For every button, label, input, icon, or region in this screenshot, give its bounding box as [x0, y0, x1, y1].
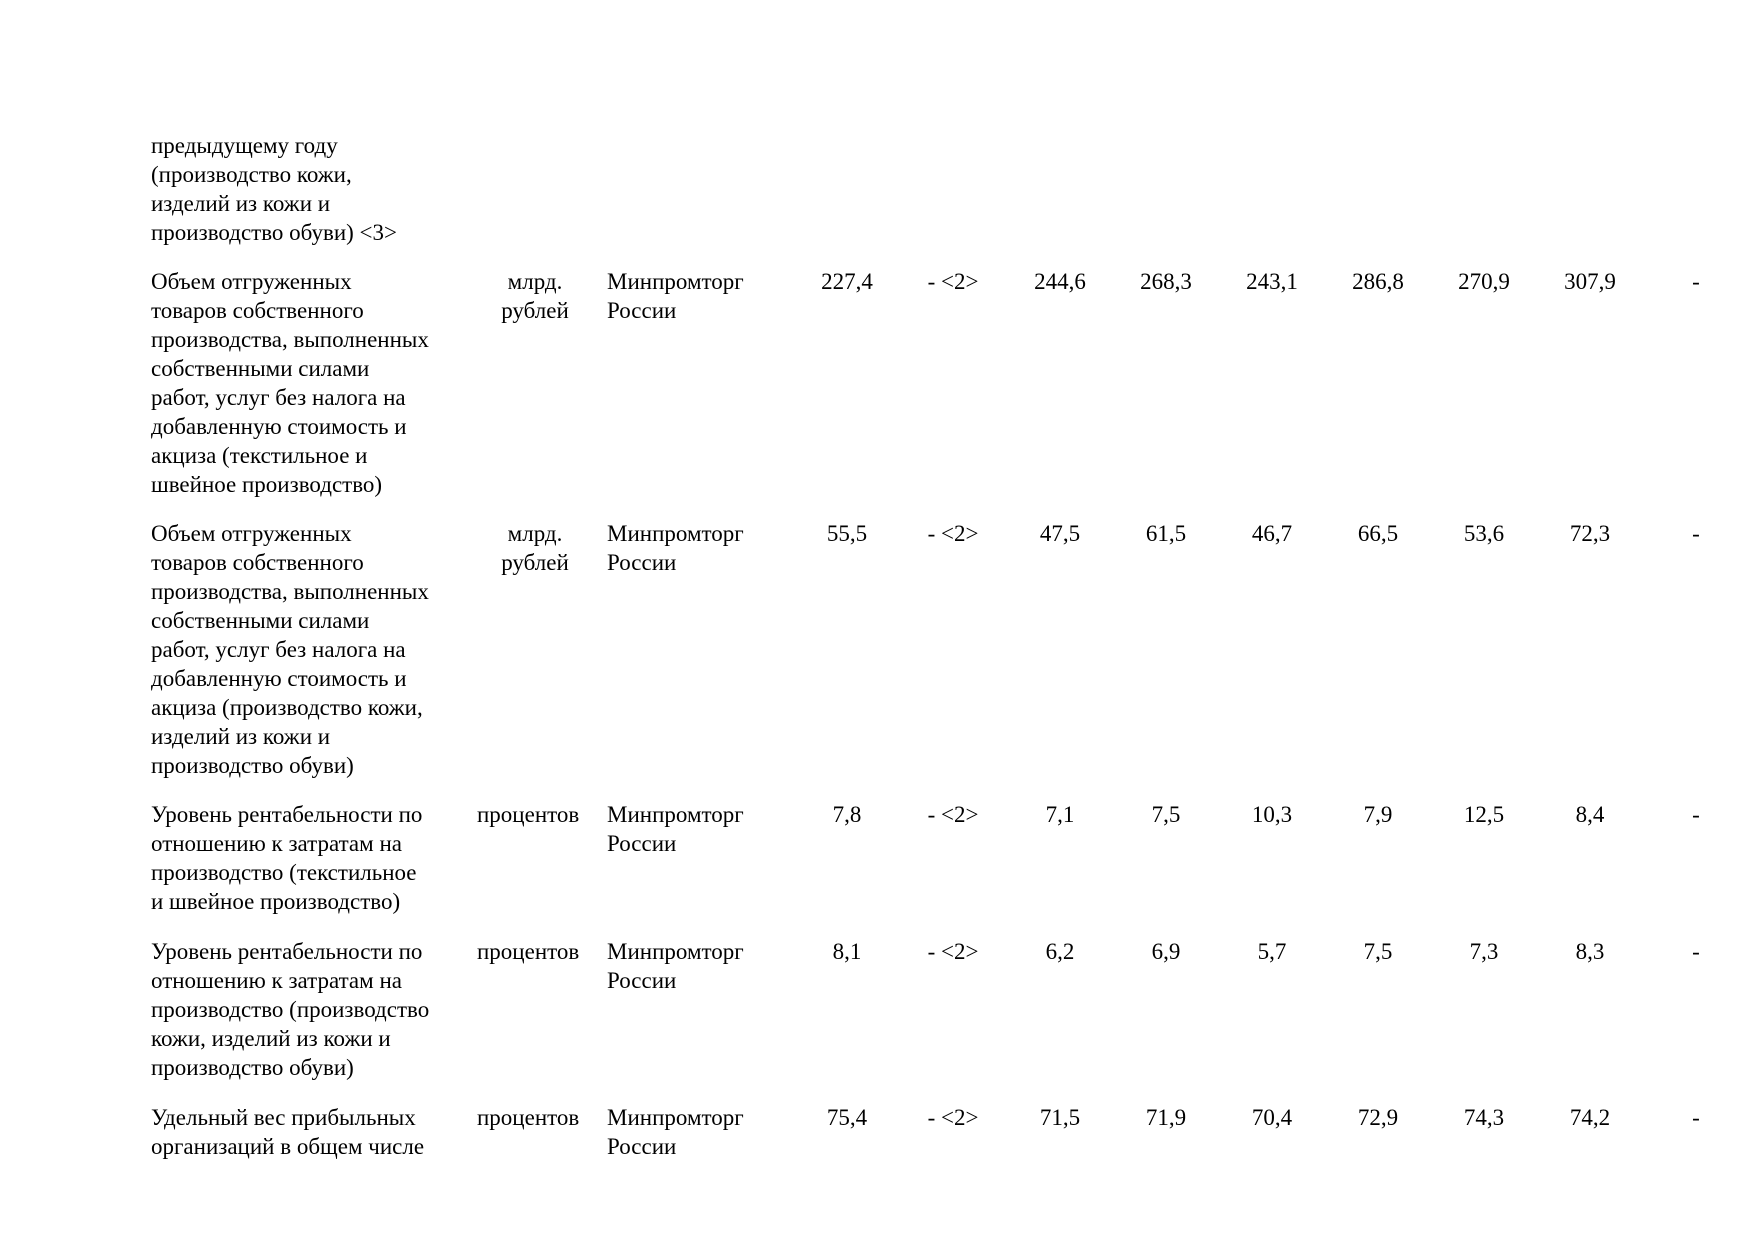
- responsible-cell: [607, 519, 777, 577]
- responsible-cell: [607, 800, 777, 858]
- indicator-line: собственными силами: [151, 608, 370, 633]
- value-cell: 7,5: [1151, 802, 1181, 827]
- responsible-line: Минпромторг: [607, 269, 744, 294]
- indicator-line: швейное производство): [151, 472, 383, 497]
- responsible-cell: [607, 267, 777, 325]
- indicator-line: организаций в общем числе: [151, 1134, 425, 1159]
- unit-cell: [477, 937, 607, 966]
- indicator-line: кожи, изделий из кожи и: [151, 1026, 391, 1051]
- value-cell: 8,3: [1575, 939, 1605, 964]
- indicator-line: изделий из кожи и: [151, 724, 331, 749]
- value-cell: 61,5: [1145, 521, 1187, 546]
- unit-line: процентов: [477, 939, 580, 964]
- responsible-line: Минпромторг: [607, 939, 744, 964]
- unit-cell: [470, 519, 600, 577]
- value-cell: -: [1692, 939, 1700, 964]
- value-cell: 53,6: [1463, 521, 1505, 546]
- indicator-line: изделий из кожи и: [151, 191, 331, 216]
- indicator-text: [151, 800, 471, 916]
- indicator-line: и швейное производство): [151, 889, 401, 914]
- indicator-line: Удельный вес прибыльных: [151, 1105, 416, 1130]
- value-cell: 7,9: [1363, 802, 1393, 827]
- indicator-line: добавленную стоимость и: [151, 666, 407, 691]
- indicator-text: [151, 131, 471, 247]
- responsible-line: России: [607, 831, 677, 856]
- responsible-line: Минпромторг: [607, 521, 744, 546]
- indicator-line: производство (текстильное: [151, 860, 417, 885]
- value-cell: - <2>: [927, 269, 979, 294]
- indicator-line: добавленную стоимость и: [151, 414, 407, 439]
- indicator-line: работ, услуг без налога на: [151, 637, 406, 662]
- value-cell: 72,9: [1357, 1105, 1399, 1130]
- responsible-line: России: [607, 550, 677, 575]
- responsible-line: Минпромторг: [607, 802, 744, 827]
- unit-cell: [477, 800, 607, 829]
- unit-line: процентов: [477, 1105, 580, 1130]
- unit-line: процентов: [477, 802, 580, 827]
- indicator-text: [151, 937, 471, 1082]
- value-cell: 8,1: [832, 939, 862, 964]
- value-cell: 75,4: [826, 1105, 868, 1130]
- value-cell: 243,1: [1246, 269, 1298, 294]
- responsible-line: России: [607, 298, 677, 323]
- value-cell: 71,5: [1039, 1105, 1081, 1130]
- indicator-line: производство обуви): [151, 1055, 354, 1080]
- indicator-line: (производство кожи,: [151, 162, 352, 187]
- indicator-line: товаров собственного: [151, 298, 364, 323]
- value-cell: 7,3: [1469, 939, 1499, 964]
- indicator-text: [151, 1103, 471, 1161]
- indicator-line: собственными силами: [151, 356, 370, 381]
- value-cell: 72,3: [1569, 521, 1611, 546]
- value-cell: 270,9: [1458, 269, 1510, 294]
- indicator-line: производство обуви) <3>: [151, 220, 398, 245]
- unit-line: млрд.: [507, 269, 563, 294]
- value-cell: 227,4: [821, 269, 873, 294]
- unit-cell: [470, 267, 600, 325]
- indicator-line: отношению к затратам на: [151, 968, 402, 993]
- unit-line: рублей: [501, 550, 569, 575]
- indicator-line: Объем отгруженных: [151, 269, 352, 294]
- value-cell: -: [1692, 802, 1700, 827]
- value-cell: 66,5: [1357, 521, 1399, 546]
- value-cell: -: [1692, 1105, 1700, 1130]
- value-cell: 74,2: [1569, 1105, 1611, 1130]
- responsible-cell: [607, 937, 777, 995]
- indicator-text: [151, 267, 471, 499]
- unit-line: млрд.: [507, 521, 563, 546]
- value-cell: 74,3: [1463, 1105, 1505, 1130]
- value-cell: 8,4: [1575, 802, 1605, 827]
- value-cell: 307,9: [1564, 269, 1616, 294]
- value-cell: 10,3: [1251, 802, 1293, 827]
- value-cell: 268,3: [1140, 269, 1192, 294]
- value-cell: 70,4: [1251, 1105, 1293, 1130]
- value-cell: -: [1692, 521, 1700, 546]
- indicator-line: производства, выполненных: [151, 579, 429, 604]
- unit-cell: [477, 1103, 607, 1132]
- indicator-line: товаров собственного: [151, 550, 364, 575]
- indicator-line: производства, выполненных: [151, 327, 429, 352]
- value-cell: 47,5: [1039, 521, 1081, 546]
- responsible-line: России: [607, 1134, 677, 1159]
- value-cell: - <2>: [927, 521, 979, 546]
- indicator-line: Уровень рентабельности по: [151, 939, 423, 964]
- value-cell: -: [1692, 269, 1700, 294]
- indicator-line: акциза (текстильное и: [151, 443, 368, 468]
- indicator-line: акциза (производство кожи,: [151, 695, 423, 720]
- value-cell: 244,6: [1034, 269, 1086, 294]
- value-cell: 46,7: [1251, 521, 1293, 546]
- responsible-line: России: [607, 968, 677, 993]
- indicator-line: производство обуви): [151, 753, 354, 778]
- indicator-line: производство (производство: [151, 997, 430, 1022]
- value-cell: 55,5: [826, 521, 868, 546]
- responsible-line: Минпромторг: [607, 1105, 744, 1130]
- value-cell: 7,8: [832, 802, 862, 827]
- value-cell: - <2>: [927, 939, 979, 964]
- responsible-cell: [607, 1103, 777, 1161]
- indicator-text: [151, 519, 471, 780]
- value-cell: 12,5: [1463, 802, 1505, 827]
- value-cell: 5,7: [1257, 939, 1287, 964]
- indicator-line: предыдущему году: [151, 133, 338, 158]
- value-cell: - <2>: [927, 1105, 979, 1130]
- indicator-line: Уровень рентабельности по: [151, 802, 423, 827]
- value-cell: 6,9: [1151, 939, 1181, 964]
- value-cell: 7,1: [1045, 802, 1075, 827]
- value-cell: 286,8: [1352, 269, 1404, 294]
- unit-line: рублей: [501, 298, 569, 323]
- indicator-line: работ, услуг без налога на: [151, 385, 406, 410]
- indicator-line: отношению к затратам на: [151, 831, 402, 856]
- value-cell: 6,2: [1045, 939, 1075, 964]
- value-cell: - <2>: [927, 802, 979, 827]
- value-cell: 71,9: [1145, 1105, 1187, 1130]
- indicator-line: Объем отгруженных: [151, 521, 352, 546]
- value-cell: 7,5: [1363, 939, 1393, 964]
